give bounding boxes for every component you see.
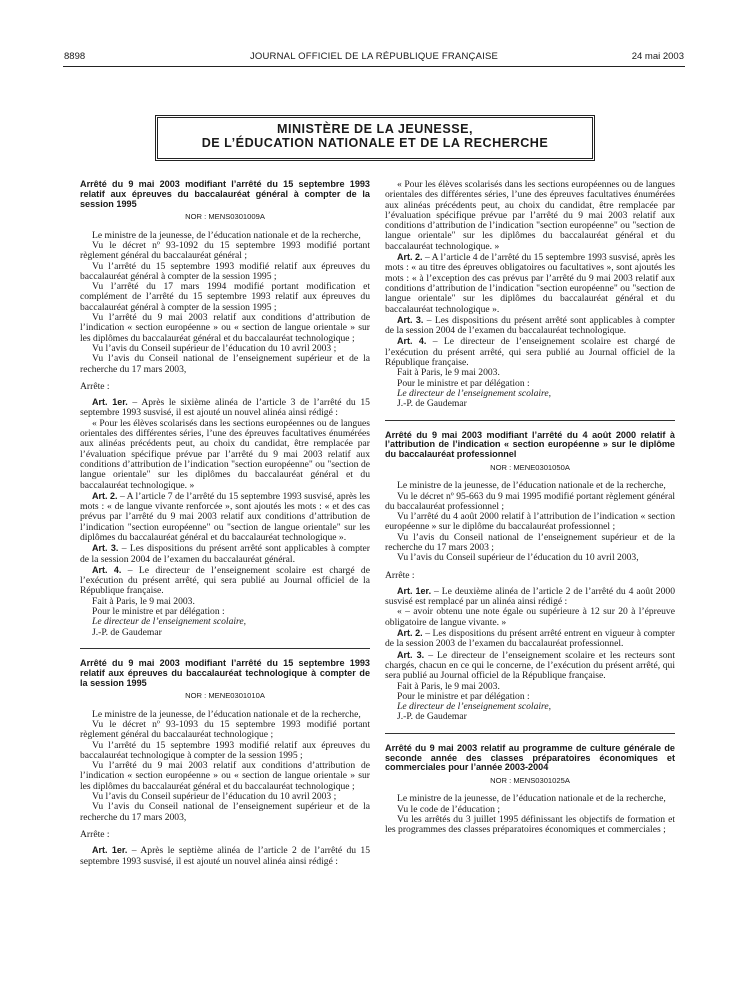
journal-title: JOURNAL OFFICIEL DE LA RÉPUBLIQUE FRANÇAISE (249, 51, 499, 62)
decree-3-article-3 (385, 650, 675, 682)
article-label: Art. 2. (397, 628, 423, 639)
article-text: – A l’article 7 de l’arrêté du 15 septembre 1993 susvisé, après les mots : « de langue vivante renforcée », sont ajoutés les mots : « et des cas prévus par l’arrêté du 9 mai 2003 relatif aux conditions d’attribution de l’indication "section européenne" ou "section de langue orientale" sur les diplômes du baccalauréat général et du baccalauréat technologique ». (80, 490, 370, 543)
decree-1-paragraph: Vu l’avis du Conseil supérieur de l’éducation du 10 avril 2003 ; (92, 342, 337, 354)
decree-1-quote: « Pour les élèves scolarisés dans les sections européennes ou de langues orientales des différentes séries, l’une des épreuves facultatives énumérées aux alinéas précédents peut, au choix du candidat, être remplacée par l’évaluation spécifique prévue par l’arrêté du 9 mai 2003 relatif aux conditions d’attribution de l’indication "section européenne" ou "section de langue orientale" sur les diplômes du baccalauréat général et du baccalauréat technologique. » (80, 417, 370, 491)
decree-3-paragraph: Vu l’avis du Conseil national de l’enseignement supérieur et de la recherche du 17 mars 2003 ; (385, 531, 675, 553)
decree-4-title: Arrêté du 9 mai 2003 relatif au programme de culture générale de seconde année des classes préparatoires économiques et commerciales pour l’année 2003-2004 (385, 742, 675, 773)
decree-1-article-2 (80, 491, 370, 543)
decree-2-fait: Fait à Paris, le 9 mai 2003. (397, 367, 500, 379)
decree-2-article-1 (80, 845, 370, 867)
article-text: – Après le septième alinéa de l’article 2 de l’arrêté du 15 septembre 1993 susvisé, il est ajouté un nouvel alinéa ainsi rédigé : (80, 845, 370, 867)
decree-2-paragraph: Vu l’arrêté du 9 mai 2003 relatif aux conditions d’attribution de l’indication « section européenne » ou « section de langue orientale » sur les diplômes du baccalauréat général et du baccalauréat technologique ; (80, 760, 370, 792)
ministry-line-2: DE L’ÉDUCATION NATIONALE ET DE LA RECHERCHE (201, 136, 549, 150)
decree-3-paragraph: Vu le décret nº 95-663 du 9 mai 1995 modifié portant règlement général du baccalauréat professionnel ; (385, 490, 675, 512)
decree-2-signature-line-1: Pour le ministre et par délégation : (397, 377, 530, 389)
separator-rule (80, 648, 370, 649)
article-label: Art. 1er. (92, 397, 128, 408)
article-label: Art. 4. (92, 564, 122, 575)
decree-4-paragraph: Vu les arrêtés du 3 juillet 1995 définissant les objectifs de formation et les programmes des classes préparatoires économiques et commerciales ; (385, 814, 675, 836)
decree-1-nor: NOR : MENS0301009A (185, 212, 265, 222)
decree-3-signatory: J.-P. de Gaudemar (397, 711, 467, 723)
decree-3-paragraph: Le ministre de la jeunesse, de l’éducation nationale et de la recherche, (397, 480, 666, 492)
decree-1-fait: Fait à Paris, le 9 mai 2003. (92, 595, 195, 607)
decree-2-arrete: Arrête : (80, 828, 110, 840)
decree-3-article-2 (385, 628, 675, 650)
decree-1-paragraph: Vu l’arrêté du 15 septembre 1993 modifié relatif aux épreuves du baccalauréat général à compter de la session 1995 ; (80, 260, 370, 282)
decree-3-fait: Fait à Paris, le 9 mai 2003. (397, 680, 500, 692)
decree-1-paragraph: Vu le décret nº 93-1092 du 15 septembre 1993 modifié portant règlement général du baccalauréat général ; (80, 239, 370, 262)
decree-3-title: Arrêté du 9 mai 2003 modifiant l’arrêté du 4 août 2000 relatif à l’attribution de l’indication « section européenne » sur le diplôme du baccalauréat professionnel (385, 429, 675, 460)
decree-3-signature-line-1: Pour le ministre et par délégation : (397, 690, 530, 702)
decree-2-paragraph: Vu l’avis du Conseil national de l’enseignement supérieur et de la recherche du 17 mars 2003, (80, 801, 370, 823)
decree-1-paragraph: Vu l’arrêté du 9 mai 2003 relatif aux conditions d’attribution de l’indication « section européenne » ou « section de langue orientale » sur les diplômes du baccalauréat général et du baccalauréat technologique ; (80, 312, 370, 344)
article-label: Art. 3. (397, 314, 424, 325)
left-column (80, 180, 370, 867)
article-label: Art. 2. (92, 490, 118, 501)
decree-1-signatory: J.-P. de Gaudemar (92, 626, 162, 638)
article-label: Art. 2. (397, 252, 423, 263)
decree-4-nor: NOR : MENS0301025A (490, 776, 570, 786)
article-text: – Le deuxième alinéa de l’article 2 de l’arrêté du 4 août 2000 susvisé est remplacé par un alinéa ainsi rédigé : (385, 585, 675, 608)
decree-2-nor: NOR : MENE0301010A (185, 691, 265, 701)
decree-1-paragraph: Le ministre de la jeunesse, de l’éducation nationale et de la recherche, (92, 229, 361, 241)
article-text: – Les dispositions du présent arrêté sont applicables à compter de la session 2004 de l’examen du baccalauréat général. (80, 543, 370, 565)
signatory-title: Le directeur de l’enseignement scolaire, (397, 387, 552, 399)
page-header (0, 51, 748, 65)
decree-1-article-3 (80, 543, 370, 565)
decree-3-nor: NOR : MENE0301050A (490, 462, 570, 472)
issue-date: 24 mai 2003 (631, 51, 684, 62)
page-number: 8898 (64, 51, 86, 62)
signatory-title: Le directeur de l’enseignement scolaire, (92, 616, 247, 628)
decree-1-arrete: Arrête : (80, 380, 110, 392)
decree-2-article-2 (385, 252, 675, 315)
decree-2-signatory: J.-P. de Gaudemar (397, 398, 467, 410)
article-text: – Les dispositions du présent arrêté entrent en vigueur à compter de la session 2003 de l’examen du baccalauréat professionnel. (385, 628, 675, 650)
right-column (385, 180, 675, 836)
decree-2-article-4 (385, 336, 675, 368)
decree-2-paragraph: Vu l’avis du Conseil supérieur de l’éducation du 10 avril 2003 ; (92, 791, 337, 803)
decree-4-paragraph: Vu le code de l’éducation ; (397, 803, 501, 815)
article-label: Art. 3. (397, 649, 425, 660)
article-label: Art. 1er. (397, 585, 432, 596)
decree-2-paragraph: Le ministre de la jeunesse, de l’éducation nationale et de la recherche, (92, 708, 361, 720)
decree-3-arrete: Arrête : (385, 569, 415, 581)
separator-rule (385, 733, 675, 734)
decree-3-paragraph: Vu l’arrêté du 4 août 2000 relatif à l’attribution de l’indication « section européenne » sur le diplôme du baccalauréat professionnel ; (385, 511, 675, 533)
decree-1-signature-line-1: Pour le ministre et par délégation : (92, 606, 225, 618)
decree-4-paragraph: Le ministre de la jeunesse, de l’éducation nationale et de la recherche, (397, 793, 666, 805)
decree-1-paragraph: Vu l’arrêté du 17 mars 1994 modifié portant modification et complément de l’arrêté du 15 septembre 1993 relatif aux épreuves du baccalauréat général à compter de la session 1995 ; (80, 281, 370, 313)
article-label: Art. 1er. (92, 845, 128, 856)
decree-1-title: Arrêté du 9 mai 2003 modifiant l’arrêté du 15 septembre 1993 relatif aux épreuves du baccalauréat général à compter de la session 1995 (80, 179, 370, 209)
ministry-box (155, 115, 595, 161)
article-text: – Le directeur de l’enseignement scolaire est chargé de l’exécution du présent arrêté, qui sera publié au Journal officiel de la République française. (80, 564, 370, 597)
separator-rule (385, 420, 675, 421)
decree-1-article-1 (80, 397, 370, 419)
article-label: Art. 4. (397, 336, 427, 347)
decree-2-article-3 (385, 315, 675, 337)
article-text: – Le directeur de l’enseignement scolaire est chargé de l’exécution du présent arrêté, qui sera publié au Journal officiel de la République française. (385, 336, 675, 369)
decree-1-article-4 (80, 565, 370, 597)
article-text: – A l’article 4 de l’arrêté du 15 septembre 1993 susvisé, après les mots : « au titre des épreuves obligatoires ou facultatives », sont ajoutés les mots : « à l’exception des cas prévus par l’arrêté du 9 mai 2003 relatif aux conditions d’attribution de l’indication "section européenne" ou "section de langue orientale" sur les diplômes du baccalauréat général et du baccalauréat technologique ». (385, 252, 675, 315)
decree-3-paragraph: Vu l’avis du Conseil supérieur de l’éducation du 10 avril 2003, (397, 552, 639, 564)
decree-3-quote: « – avoir obtenu une note égale ou supérieure à 12 sur 20 à l’épreuve obligatoire de langue vivante. » (385, 606, 675, 628)
ministry-line-1: MINISTÈRE DE LA JEUNESSE, (276, 122, 474, 136)
decree-2-quote: « Pour les élèves scolarisés dans les sections européennes ou de langues orientales des différentes séries, l’une des épreuves facultatives énumérées aux alinéas précédents peut, au choix du candidat, être remplacée par l’évaluation spécifique prévue par l’arrêté du 9 mai 2003 relatif aux conditions d’attribution de l’indication "section européenne" ou "section de langue orientale" sur les diplômes du baccalauréat général et du baccalauréat technologique. » (385, 179, 675, 252)
decree-2-title: Arrêté du 9 mai 2003 modifiant l’arrêté du 15 septembre 1993 relatif aux épreuves du baccalauréat technologique à compter de la session 1995 (80, 657, 370, 688)
article-label: Art. 3. (92, 543, 119, 554)
article-text: – Les dispositions du présent arrêté sont applicables à compter de la session 2004 de l’examen du baccalauréat technologique. (385, 314, 675, 337)
article-text: – Après le sixième alinéa de l’article 3 de l’arrêté du 15 septembre 1993 susvisé, il est ajouté un nouvel alinéa ainsi rédigé : (80, 397, 370, 419)
decree-3-article-1 (385, 586, 675, 608)
header-rule (63, 66, 685, 67)
decree-1-paragraph: Vu l’avis du Conseil national de l’enseignement supérieur et de la recherche du 17 mars 2003, (80, 353, 370, 375)
article-text: – Le directeur de l’enseignement scolaire et les recteurs sont chargés, chacun en ce qui le concerne, de l’exécution du présent arrêté, qui sera publié au Journal officiel de la République française. (385, 649, 675, 682)
decree-2-paragraph: Vu le décret nº 93-1093 du 15 septembre 1993 modifié portant règlement général du baccalauréat technologique ; (80, 718, 370, 741)
decree-2-paragraph: Vu l’arrêté du 15 septembre 1993 modifié relatif aux épreuves du baccalauréat technologique à compter de la session 1995 ; (80, 739, 370, 761)
signatory-title: Le directeur de l’enseignement scolaire, (397, 701, 552, 713)
